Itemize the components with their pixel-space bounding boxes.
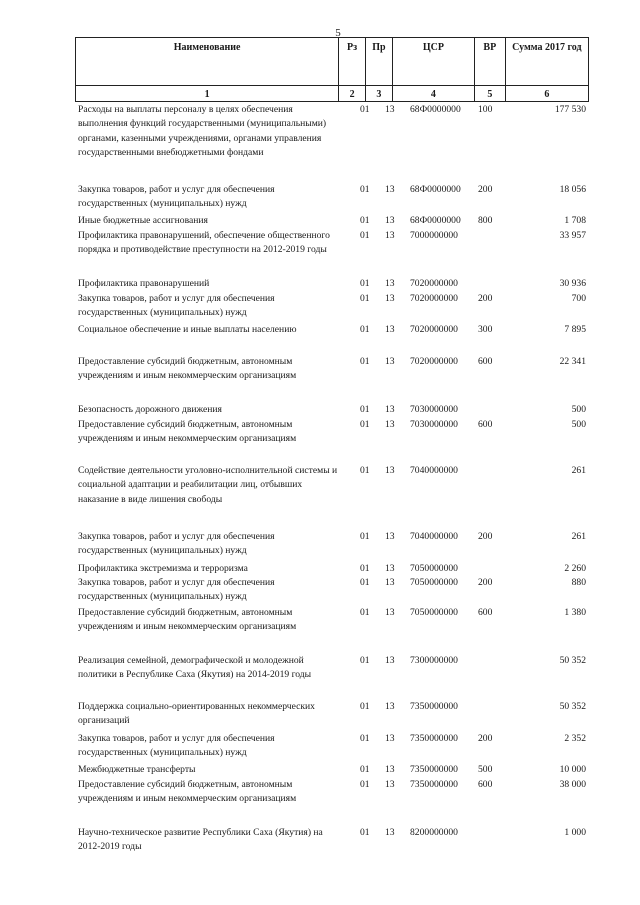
column-number: 1 [76, 86, 339, 102]
header-sum: Сумма 2017 год [505, 38, 588, 86]
row-sum: 500 [571, 404, 586, 415]
header-csr: ЦСР [392, 38, 474, 86]
row-rz: 01 [360, 324, 370, 335]
row-rz: 01 [360, 531, 370, 542]
row-pr: 13 [385, 779, 395, 790]
row-name: Предоставление субсидий бюджетным, автономным учреждениям и иным некоммерческим организациям [78, 779, 297, 805]
row-vr: 200 [478, 293, 493, 304]
row-name: Расходы на выплаты персоналу в целях обеспечения выполнения функций государственными (муниципальными) органами, казенными учреждениями, органами управления государственными внебюджетными фондами [78, 104, 327, 158]
row-name: Предоставление субсидий бюджетным, автономным учреждениям и иным некоммерческим организациям [78, 419, 297, 445]
row-pr: 13 [385, 531, 395, 542]
row-rz: 01 [360, 278, 370, 289]
row-sum: 38 000 [559, 779, 586, 790]
row-rz: 01 [360, 655, 370, 666]
row-sum: 261 [571, 465, 586, 476]
row-pr: 13 [385, 184, 395, 195]
row-name: Профилактика экстремизма и терроризма [78, 563, 248, 574]
row-sum: 30 936 [559, 278, 586, 289]
row-vr: 200 [478, 577, 493, 588]
row-csr: 7030000000 [410, 404, 458, 415]
row-sum: 50 352 [559, 701, 586, 712]
row-name: Профилактика правонарушений [78, 278, 210, 289]
row-csr: 7020000000 [410, 278, 458, 289]
row-csr: 7020000000 [410, 324, 458, 335]
column-number: 3 [365, 86, 392, 102]
row-name: Иные бюджетные ассигнования [78, 215, 208, 226]
row-sum: 2 352 [564, 733, 586, 744]
row-rz: 01 [360, 356, 370, 367]
row-pr: 13 [385, 701, 395, 712]
column-number: 2 [339, 86, 366, 102]
row-csr: 8200000000 [410, 827, 458, 838]
row-csr: 7300000000 [410, 655, 458, 666]
row-vr: 200 [478, 184, 493, 195]
row-name: Реализация семейной, демографической и молодежной политики в Республике Саха (Якутия) на 2014-2019 годы [78, 655, 312, 681]
row-vr: 600 [478, 356, 493, 367]
row-name: Профилактика правонарушений, обеспечение общественного порядка и противодействие преступности на 2012-2019 годы [78, 230, 330, 256]
row-csr: 7000000000 [410, 230, 458, 241]
row-rz: 01 [360, 104, 370, 115]
row-csr: 7040000000 [410, 531, 458, 542]
page-number: 5 [335, 27, 341, 39]
row-rz: 01 [360, 779, 370, 790]
row-rz: 01 [360, 827, 370, 838]
row-csr: 68Ф0000000 [410, 184, 461, 195]
row-csr: 7350000000 [410, 701, 458, 712]
row-name: Межбюджетные трансферты [78, 764, 196, 775]
column-number: 5 [474, 86, 505, 102]
row-pr: 13 [385, 827, 395, 838]
row-pr: 13 [385, 563, 395, 574]
row-pr: 13 [385, 577, 395, 588]
row-rz: 01 [360, 563, 370, 574]
row-rz: 01 [360, 577, 370, 588]
row-name: Предоставление субсидий бюджетным, автономным учреждениям и иным некоммерческим организациям [78, 356, 297, 382]
header-pr: Пр [365, 38, 392, 86]
row-sum: 2 260 [564, 563, 586, 574]
row-csr: 7040000000 [410, 465, 458, 476]
row-sum: 880 [571, 577, 586, 588]
row-sum: 50 352 [559, 655, 586, 666]
header-vr: ВР [474, 38, 505, 86]
row-pr: 13 [385, 324, 395, 335]
row-name: Закупка товаров, работ и услуг для обеспечения государственных (муниципальных) нужд [78, 577, 275, 603]
row-pr: 13 [385, 230, 395, 241]
row-sum: 10 000 [559, 764, 586, 775]
row-vr: 200 [478, 531, 493, 542]
row-name: Закупка товаров, работ и услуг для обеспечения государственных (муниципальных) нужд [78, 184, 275, 210]
row-pr: 13 [385, 764, 395, 775]
row-csr: 7050000000 [410, 563, 458, 574]
row-csr: 7020000000 [410, 293, 458, 304]
header-rz: Рз [339, 38, 366, 86]
row-rz: 01 [360, 404, 370, 415]
row-vr: 500 [478, 764, 493, 775]
row-pr: 13 [385, 104, 395, 115]
row-sum: 500 [571, 419, 586, 430]
row-csr: 7050000000 [410, 577, 458, 588]
row-pr: 13 [385, 293, 395, 304]
row-rz: 01 [360, 701, 370, 712]
row-vr: 600 [478, 419, 493, 430]
row-rz: 01 [360, 293, 370, 304]
row-name: Закупка товаров, работ и услуг для обеспечения государственных (муниципальных) нужд [78, 531, 275, 557]
row-sum: 7 895 [564, 324, 586, 335]
row-csr: 7020000000 [410, 356, 458, 367]
row-pr: 13 [385, 465, 395, 476]
row-rz: 01 [360, 215, 370, 226]
row-name: Закупка товаров, работ и услуг для обеспечения государственных (муниципальных) нужд [78, 293, 275, 319]
row-vr: 600 [478, 779, 493, 790]
column-number: 4 [392, 86, 474, 102]
row-vr: 200 [478, 733, 493, 744]
row-sum: 1 708 [564, 215, 586, 226]
row-name: Научно-техническое развитие Республики Саха (Якутия) на 2012-2019 годы [78, 827, 323, 853]
row-vr: 800 [478, 215, 493, 226]
row-csr: 7030000000 [410, 419, 458, 430]
row-pr: 13 [385, 215, 395, 226]
row-vr: 600 [478, 607, 493, 618]
row-pr: 13 [385, 655, 395, 666]
row-sum: 1 380 [564, 607, 586, 618]
budget-table-header [75, 37, 589, 102]
row-name: Закупка товаров, работ и услуг для обеспечения государственных (муниципальных) нужд [78, 733, 275, 759]
row-rz: 01 [360, 230, 370, 241]
row-csr: 7050000000 [410, 607, 458, 618]
row-name: Безопасность дорожного движения [78, 404, 222, 415]
row-sum: 261 [571, 531, 586, 542]
row-rz: 01 [360, 465, 370, 476]
row-csr: 7350000000 [410, 779, 458, 790]
row-sum: 177 530 [554, 104, 586, 115]
column-number: 6 [505, 86, 588, 102]
row-sum: 33 957 [559, 230, 586, 241]
row-name: Содействие деятельности уголовно-исполнительной системы и социальной адаптации и реабилитации лиц, отбывших наказание в виде лишения свободы [78, 465, 338, 505]
row-rz: 01 [360, 184, 370, 195]
row-pr: 13 [385, 404, 395, 415]
row-pr: 13 [385, 278, 395, 289]
row-sum: 700 [571, 293, 586, 304]
header-row [76, 38, 589, 86]
row-rz: 01 [360, 419, 370, 430]
column-number-row [76, 86, 589, 102]
row-vr: 300 [478, 324, 493, 335]
row-sum: 1 000 [564, 827, 586, 838]
row-rz: 01 [360, 733, 370, 744]
row-vr: 100 [478, 104, 493, 115]
row-rz: 01 [360, 607, 370, 618]
row-pr: 13 [385, 356, 395, 367]
row-sum: 18 056 [559, 184, 586, 195]
header-name: Наименование [76, 38, 339, 86]
row-sum: 22 341 [559, 356, 586, 367]
row-pr: 13 [385, 607, 395, 618]
row-name: Поддержка социально-ориентированных некоммерческих организаций [78, 701, 315, 727]
row-csr: 68Ф0000000 [410, 104, 461, 115]
row-csr: 68Ф0000000 [410, 215, 461, 226]
row-name: Предоставление субсидий бюджетным, автономным учреждениям и иным некоммерческим организациям [78, 607, 297, 633]
row-rz: 01 [360, 764, 370, 775]
row-name: Социальное обеспечение и иные выплаты населению [78, 324, 297, 335]
row-csr: 7350000000 [410, 764, 458, 775]
row-csr: 7350000000 [410, 733, 458, 744]
row-pr: 13 [385, 733, 395, 744]
row-pr: 13 [385, 419, 395, 430]
